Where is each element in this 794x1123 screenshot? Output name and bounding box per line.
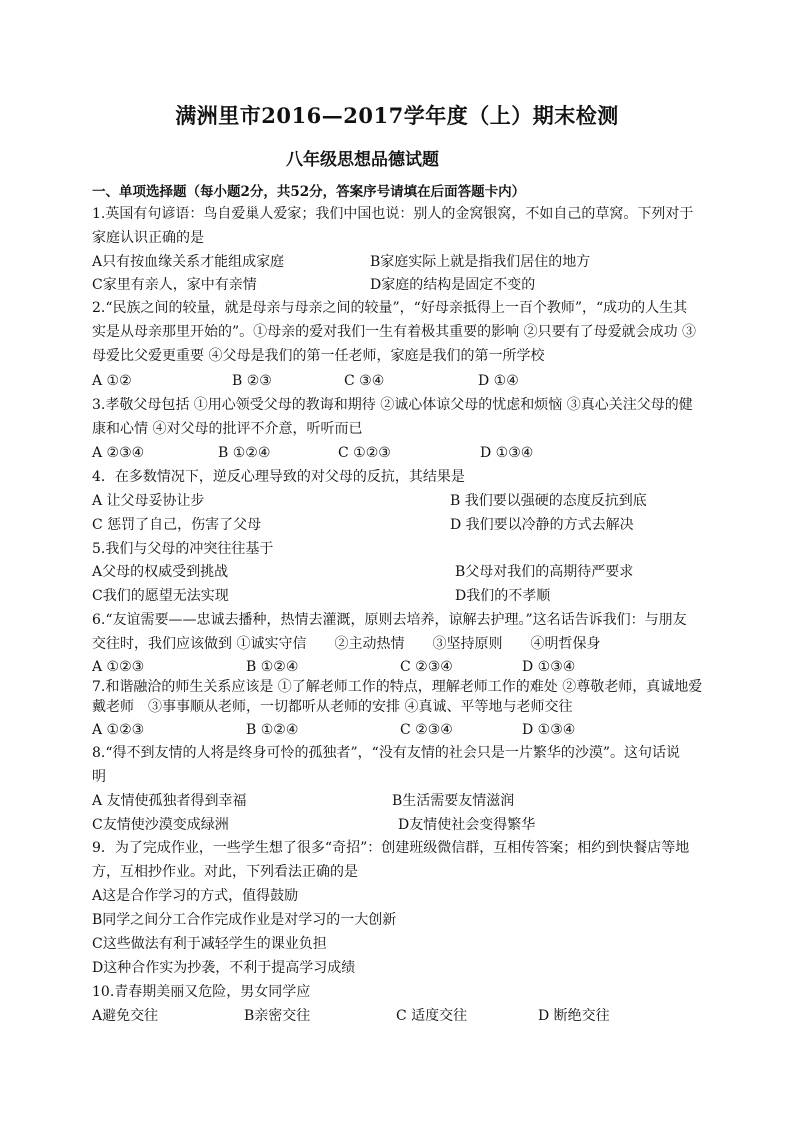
question-stem: 5.我们与父母的冲突往往基于 — [92, 541, 274, 557]
option-c: C友情使沙漠变成绿洲 — [92, 817, 229, 833]
option-a: A只有按血缘关系才能组成家庭 — [92, 254, 285, 270]
option-b: B家庭实际上就是指我们居住的地方 — [370, 254, 591, 270]
option-a: A ①②③ — [92, 659, 145, 675]
question-stem: 母爱比父爱更重要 ④父母是我们的第一任老师，家庭是我们的第一所学校 — [92, 348, 545, 364]
option-c: C ②③④ — [400, 722, 453, 738]
option-b: B父母对我们的高期待严要求 — [455, 564, 634, 580]
option-d: D ①③④ — [522, 722, 576, 738]
question-stem: 6.“友谊需要——忠诚去播种，热情去灌溉，原则去培养，谅解去护理。”这名话告诉我们：与朋友 — [92, 612, 687, 628]
option-d: D 我们要以冷静的方式去解决 — [450, 517, 634, 533]
option-a: A 让父母妥协让步 — [92, 493, 205, 509]
option-c: C家里有亲人，家中有亲情 — [92, 277, 257, 293]
option-b: B生活需要友情滋润 — [392, 793, 515, 809]
option-a: A 友情使孤独者得到幸福 — [92, 793, 247, 809]
option-d: D这种合作实为抄袭，不利于提高学习成绩 — [92, 960, 356, 976]
question-stem: 交往时，我们应该做到 ①诚实守信 ②主动热情 ③坚持原则 ④明哲保身 — [92, 636, 601, 652]
question-stem: 4．在多数情况下，逆反心理导致的对父母的反抗，其结果是 — [92, 469, 465, 485]
option-a: A ②③④ — [92, 445, 145, 461]
option-c: C 适度交往 — [396, 1008, 468, 1024]
question-stem: 康和心情 ④对父母的批评不介意，听听而已 — [92, 421, 363, 437]
option-a: A ①② — [92, 373, 132, 389]
question-stem: 1.英国有句谚语：鸟自爱巢人爱家；我们中国也说：别人的金窝银窝，不如自己的草窝。下列对于 — [92, 206, 694, 222]
option-b: B ①②④ — [218, 445, 271, 461]
option-d: D 断绝交往 — [538, 1008, 610, 1024]
question-stem: 10.青春期美丽又危险，男女同学应 — [92, 984, 311, 1000]
option-c: C ②③④ — [400, 659, 453, 675]
option-d: D家庭的结构是固定不变的 — [370, 277, 536, 293]
question-stem: 8.“得不到友情的人将是终身可怜的孤独者”，“没有友情的社会只是一片繁华的沙漠”。这句话说 — [92, 745, 680, 761]
option-a: A这是合作学习的方式，值得鼓励 — [92, 888, 299, 904]
option-b: B同学之间分工合作完成作业是对学习的一大创新 — [92, 912, 397, 928]
exam-subtitle: 八年级思想品德试题 — [286, 150, 439, 170]
option-d: D友情使社会变得繁华 — [398, 817, 536, 833]
exam-title: 满洲里市2016—2017学年度（上）期末检测 — [175, 103, 619, 128]
option-c: C ①②③ — [338, 445, 391, 461]
question-stem: 实是从母亲那里开始的”。①母亲的爱对我们一生有着极其重要的影响 ②只要有了母爱就会成功 ③ — [92, 324, 697, 340]
question-stem: 7.和谐融洽的师生关系应该是 ①了解老师工作的特点，理解老师工作的难处 ②尊敬老师，真诚地爱 — [92, 679, 703, 695]
option-c: C我们的愿望无法实现 — [92, 588, 229, 604]
question-stem: 家庭认识正确的是 — [92, 230, 204, 246]
question-stem: 明 — [92, 769, 106, 785]
option-b: B亲密交往 — [244, 1008, 311, 1024]
option-a: A父母的权威受到挑战 — [92, 564, 229, 580]
option-d: D ①③④ — [480, 445, 534, 461]
option-d: D ①③④ — [522, 659, 576, 675]
question-stem: 方，互相抄作业。对此，下列看法正确的是 — [92, 864, 358, 880]
option-d: D ①④ — [478, 373, 519, 389]
option-b: B ①②④ — [246, 659, 299, 675]
question-stem: 3.孝敬父母包括 ①用心领受父母的教诲和期待 ②诚心体谅父母的忧虑和烦恼 ③真心关注父母的健 — [92, 397, 693, 413]
option-b: B 我们要以强硬的态度反抗到底 — [450, 493, 647, 509]
question-stem: 2.“民族之间的较量，就是母亲与母亲之间的较量”，“好母亲抵得上一百个教师”，“成功的人生其 — [92, 300, 688, 316]
option-a: A避免交往 — [92, 1008, 159, 1024]
section-heading: 一、单项选择题（每小题2分，共52分，答案序号请填在后面答题卡内） — [92, 184, 526, 200]
option-c: C这些做法有利于减轻学生的课业负担 — [92, 936, 327, 952]
option-b: B ②③ — [232, 373, 272, 389]
option-b: B ①②④ — [246, 722, 299, 738]
option-c: C 惩罚了自己，伤害了父母 — [92, 517, 262, 533]
question-stem: 戴老师 ③事事顺从老师，一切都听从老师的安排 ④真诚、平等地与老师交往 — [92, 699, 573, 715]
option-d: D我们的不孝顺 — [455, 588, 551, 604]
question-stem: 9．为了完成作业，一些学生想了很多“奇招”：创建班级微信群，互相传答案；相约到快餐店等地 — [92, 840, 690, 856]
option-a: A ①②③ — [92, 722, 145, 738]
option-c: C ③④ — [344, 373, 385, 389]
